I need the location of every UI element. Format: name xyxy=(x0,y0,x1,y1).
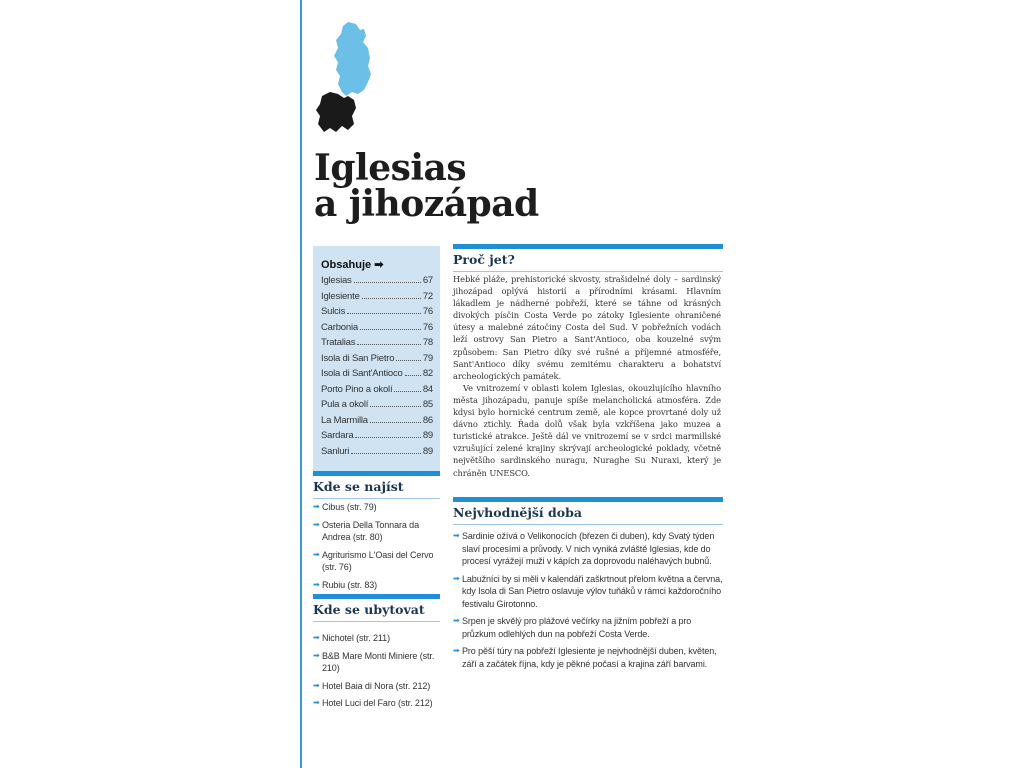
page-title xyxy=(314,147,539,225)
contents-item-page: 89 xyxy=(422,445,433,457)
bullet-arrow-icon: ➡ xyxy=(453,573,460,583)
list-item xyxy=(453,645,723,670)
contents-item[interactable] xyxy=(321,446,433,462)
contents-item-name: Iglesiente xyxy=(321,290,360,302)
contents-item[interactable] xyxy=(321,306,433,322)
where-stay-list xyxy=(313,632,443,715)
contents-item-page: 84 xyxy=(422,383,433,395)
why-go-text xyxy=(453,273,721,479)
list-item-text: Cibus (str. 79) xyxy=(322,502,377,512)
contents-item[interactable] xyxy=(321,399,433,415)
contents-item-name: Iglesias xyxy=(321,275,352,286)
contents-item[interactable] xyxy=(321,275,433,291)
bullet-arrow-icon: ➡ xyxy=(313,680,320,690)
bullet-arrow-icon: ➡ xyxy=(313,698,320,707)
contents-item-page: 72 xyxy=(422,290,433,302)
page-margin-line xyxy=(300,0,302,768)
list-item-text: Hotel Baia di Nora (str. 212) xyxy=(322,680,431,691)
best-time-heading: Nejvhodnější doba xyxy=(453,505,582,520)
list-item-text: Hotel Luci del Faro (str. 212) xyxy=(322,698,433,708)
contents-box xyxy=(313,246,440,471)
contents-heading xyxy=(321,258,433,271)
dot-leader xyxy=(362,298,421,299)
section-bar xyxy=(453,497,723,502)
why-go-paragraph-1: Hebké pláže, prehistorické skvosty, strašidelné doly – sardinský jihozápad oplývá historií a přírodními krásami. Hlavním lákadlem je nádherné pobřeží, které se táhne od krásných divokých písčin Costa Verde po zátoky Iglesiente ohraničené útesy a malebné zátočiny Costa del Sud. V pobřežních vodách leží ostrovy San Pietro a Sant'Antioco, oba kouzelné svým způsobem: San Pietro díky své rušné a příjemné atmosféře, Sant'Antioco díky svému zemitému charakteru a bohatství archeologických památek. xyxy=(453,274,721,381)
bullet-arrow-icon: ➡ xyxy=(313,579,320,589)
list-item xyxy=(453,573,723,611)
contents-item-page: 85 xyxy=(422,399,433,410)
contents-item[interactable] xyxy=(321,353,433,369)
contents-item-page: 82 xyxy=(422,368,433,379)
bullet-arrow-icon: ➡ xyxy=(453,616,460,625)
section-bar xyxy=(313,471,440,476)
section-bar xyxy=(313,594,440,599)
sardinia-map-icon xyxy=(308,20,378,135)
dot-leader xyxy=(394,391,420,392)
dot-leader xyxy=(360,329,421,330)
bullet-arrow-icon: ➡ xyxy=(313,633,320,642)
why-go-section xyxy=(453,244,723,272)
section-bar xyxy=(453,244,723,249)
list-item-text: Labužníci by si měli v kalendáři zaškrtnout přelom května a června, kdy Isola di San Pietro oslavuje výlov tuňáků v rámci každoročního festivalu Girotonno. xyxy=(462,573,723,609)
bullet-arrow-icon: ➡ xyxy=(453,531,460,540)
list-item-text: B&B Mare Monti Miniere (str. 210) xyxy=(322,650,435,673)
contents-item-page: 76 xyxy=(422,306,433,317)
dot-leader xyxy=(354,282,421,283)
contents-item-name: Carbonia xyxy=(321,321,358,333)
contents-list xyxy=(321,275,433,461)
where-stay-section xyxy=(313,594,440,622)
bullet-arrow-icon: ➡ xyxy=(313,519,320,529)
best-time-section xyxy=(453,497,723,525)
contents-item[interactable] xyxy=(321,384,433,400)
contents-item-name: Sardara xyxy=(321,430,354,441)
where-eat-section xyxy=(313,471,440,499)
contents-item-name: Porto Pino a okolí xyxy=(321,383,393,395)
list-item xyxy=(313,549,441,574)
where-eat-list xyxy=(313,501,441,596)
dot-leader xyxy=(370,422,421,423)
dot-leader xyxy=(396,360,421,361)
list-item xyxy=(453,530,723,568)
contents-item[interactable] xyxy=(321,415,433,431)
arrow-right-icon: ➡ xyxy=(374,259,384,271)
dot-leader xyxy=(370,406,421,407)
section-underline xyxy=(453,524,723,525)
list-item-text: Agriturismo L'Oasi del Cervo (str. 76) xyxy=(322,549,434,572)
contents-item[interactable] xyxy=(321,322,433,338)
list-item xyxy=(313,519,441,544)
list-item-text: Pro pěší túry na pobřeží Iglesiente je nejvhodnější duben, květen, září a začátek října, kdy je pěkné počasí a krajina září barvami. xyxy=(462,646,717,669)
dot-leader xyxy=(351,453,421,454)
dot-leader xyxy=(355,437,420,438)
list-item-text: Srpen je skvělý pro plážové večírky na jižním pobřeží a pro průzkum odlehlých dun na pobřeží Costa Verde. xyxy=(462,616,692,639)
contents-item-page: 79 xyxy=(422,352,433,364)
list-item xyxy=(313,501,441,514)
contents-item-name: Tratalias xyxy=(321,337,356,348)
title-line-1: Iglesias xyxy=(314,147,467,189)
dot-leader xyxy=(347,313,421,314)
bullet-arrow-icon: ➡ xyxy=(313,650,320,660)
where-stay-heading: Kde se ubytovat xyxy=(313,602,425,617)
section-underline xyxy=(313,621,440,622)
why-go-heading: Proč jet? xyxy=(453,252,515,267)
contents-item-name: Isola di San Pietro xyxy=(321,352,395,364)
contents-item[interactable] xyxy=(321,368,433,384)
bullet-arrow-icon: ➡ xyxy=(313,502,320,511)
best-time-list xyxy=(453,530,723,675)
list-item-text: Sardinie ožívá o Velikonocích (březen či duben), kdy Svatý týden slaví procesími a průvody. V nich vyniká zvláště Iglesias, kde do procesí vyrážejí muži v kápích za doprovodu naléhavých bubnů. xyxy=(462,531,715,566)
dot-leader xyxy=(357,344,421,345)
list-item-text: Nichotel (str. 211) xyxy=(322,633,390,643)
dot-leader xyxy=(405,375,421,376)
where-eat-heading: Kde se najíst xyxy=(313,479,404,494)
list-item xyxy=(313,579,441,592)
contents-item-name: La Marmilla xyxy=(321,414,368,426)
contents-item[interactable] xyxy=(321,291,433,307)
why-go-paragraph-2: Ve vnitrozemí v oblasti kolem Iglesias, okouzlujícího hlavního města jihozápadu, panuje spíše melancholická atmosféra. Zde kdysi bylo hornické centrum země, ale kopce provrtané doly už dávno ztichly. Řada dolů však byla vzkříšena jako muzea a turistické atrakce. Ještě dál ve vnitrozemí se v srdci marmillské vzrušující zelené krajiny skrývají archeologické poklady, včetně největšího sardinského nuragu, Nuraghe Su Nuraxi, který je chráněn UNESCO. xyxy=(453,382,721,478)
contents-item-name: Sanluri xyxy=(321,445,350,457)
contents-item-page: 78 xyxy=(422,337,433,348)
contents-item-page: 89 xyxy=(422,430,433,441)
list-item-text: Rubiu (str. 83) xyxy=(322,579,378,590)
bullet-arrow-icon: ➡ xyxy=(313,549,320,559)
contents-item[interactable] xyxy=(321,337,433,353)
section-underline xyxy=(453,271,723,272)
title-line-2: a jihozápad xyxy=(314,183,539,225)
list-item-text: Osteria Della Tonnara da Andrea (str. 80) xyxy=(322,519,419,542)
list-item xyxy=(313,697,443,710)
contents-item[interactable] xyxy=(321,430,433,446)
contents-item-name: Pula a okolí xyxy=(321,399,369,410)
list-item xyxy=(453,615,723,640)
contents-item-page: 76 xyxy=(422,321,433,333)
section-underline xyxy=(313,498,440,499)
list-item xyxy=(313,632,443,645)
contents-item-page: 86 xyxy=(422,414,433,426)
bullet-arrow-icon: ➡ xyxy=(453,646,460,655)
contents-item-page: 67 xyxy=(422,275,433,286)
list-item xyxy=(313,680,443,693)
contents-item-name: Sulcis xyxy=(321,306,346,317)
contents-heading-label: Obsahuje xyxy=(321,259,372,271)
contents-item-name: Isola di Sant'Antioco xyxy=(321,368,403,379)
list-item xyxy=(313,650,443,675)
